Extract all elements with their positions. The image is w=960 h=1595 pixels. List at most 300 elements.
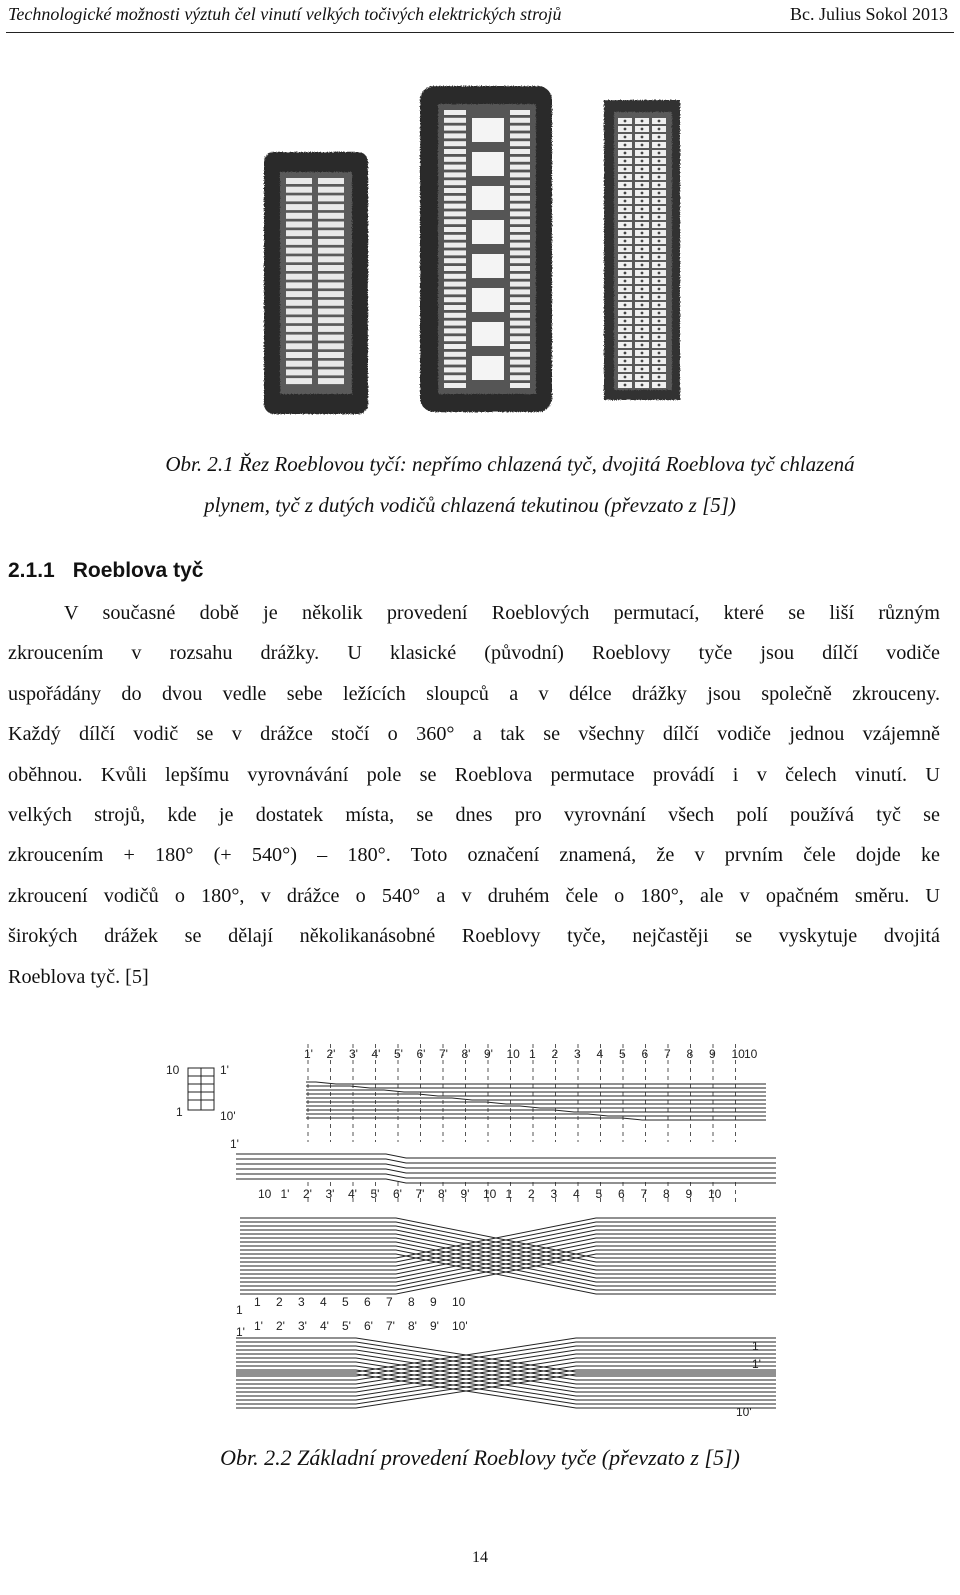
hollow-conductor-bore (641, 256, 644, 259)
conductor-cell (444, 344, 466, 349)
mid-label: 8' (438, 1187, 447, 1201)
hollow-conductor-bore (624, 360, 627, 363)
hollow-conductor-bore (658, 256, 661, 259)
conductor-cell (318, 265, 344, 271)
hollow-conductor-bore (624, 352, 627, 355)
conductor-cell (318, 378, 344, 384)
top-label: 8' (461, 1047, 471, 1061)
conductor-cell (510, 133, 530, 138)
mid-label: 2' (303, 1187, 312, 1201)
conductor-line (236, 1154, 776, 1158)
conductor-cell (318, 309, 344, 315)
page-number: 14 (472, 1549, 488, 1566)
hollow-conductor-bore (641, 328, 644, 331)
bottom-lower-label: 1' (254, 1319, 263, 1333)
hollow-conductor-bore (624, 256, 627, 259)
paragraph-line: velkých strojů, kde je dostatek místa, se dnes pro vyrovnání všech polí používá tyč se (8, 804, 940, 827)
conductor-line (236, 1179, 776, 1183)
conductor-cell (318, 282, 344, 288)
conductor-cell (318, 256, 344, 262)
hollow-conductor-bore (658, 232, 661, 235)
conductor-cell (286, 326, 312, 332)
bottom-lower-label: 10' (452, 1319, 468, 1333)
hollow-conductor-bore (658, 328, 661, 331)
hollow-conductor-bore (624, 304, 627, 307)
bottom-lower-label: 6' (364, 1319, 373, 1333)
hollow-conductor-bore (624, 328, 627, 331)
inset-cross-section (166, 1063, 236, 1123)
figure2-caption: Obr. 2.2 Základní provedení Roeblovy tyče (převzato z [5]) (220, 1445, 740, 1470)
conductor-cell (444, 235, 466, 240)
conductor-cell (510, 250, 530, 255)
figure1-caption-line1: Obr. 2.1 Řez Roeblovou tyčí: nepřímo chlazená tyč, dvojitá Roeblova tyč chlazená (165, 452, 855, 476)
hollow-conductor-bore (658, 200, 661, 203)
conductor-cell (510, 243, 530, 248)
hollow-conductor-bore (658, 312, 661, 315)
mid-label: 7 (640, 1187, 648, 1201)
bottom-lower-label: 8' (408, 1319, 417, 1333)
hollow-conductor-bore (624, 232, 627, 235)
conductor-cell (286, 378, 312, 384)
bottom-conductor-bands (236, 1338, 776, 1408)
hollow-conductor-bore (641, 248, 644, 251)
conductor-line (306, 1090, 766, 1092)
conductor-cell (510, 141, 530, 146)
conductor-line (236, 1366, 776, 1400)
conductor-cell (286, 265, 312, 271)
conductor-cell (510, 196, 530, 201)
conductor-line (236, 1358, 776, 1392)
conductor-cell (318, 300, 344, 306)
paragraph-line: uspořádány do dvou vedle sebe ležících sloupců a v délce drážky jsou společně zkrouceny. (8, 682, 940, 705)
conductor-line (306, 1114, 766, 1116)
hollow-conductor-bore (641, 144, 644, 147)
conductor-cell (510, 211, 530, 216)
mid-section-labels (258, 1187, 722, 1201)
conductor-cell (444, 328, 466, 333)
conductor-cell (444, 243, 466, 248)
top-label: 10 (744, 1047, 758, 1061)
bottom-side-label: 1' (236, 1325, 245, 1339)
page-header (0, 0, 960, 34)
hollow-conductor-bore (658, 352, 661, 355)
conductor-cell (286, 248, 312, 254)
hollow-conductor-bore (658, 320, 661, 323)
cross-section-indirect-cooled (264, 152, 368, 414)
hollow-conductor-bore (658, 176, 661, 179)
hollow-conductor-bore (624, 280, 627, 283)
hollow-conductor-bore (641, 192, 644, 195)
conductor-line (236, 1354, 776, 1388)
top-label: 8 (686, 1047, 694, 1061)
hollow-conductor-bore (624, 136, 627, 139)
mid-label: 3 (550, 1187, 558, 1201)
conductor-cell (444, 149, 466, 154)
cooling-duct (472, 186, 504, 210)
bottom-upper-label: 3 (298, 1295, 305, 1309)
top-label: 1 (529, 1047, 536, 1061)
conductor-line (236, 1374, 776, 1408)
hollow-conductor-bore (624, 288, 627, 291)
mid-label: 5 (595, 1187, 603, 1201)
top-label: 9' (484, 1047, 493, 1061)
bottom-upper-labels (254, 1295, 466, 1309)
bottom-upper-label: 5 (342, 1295, 349, 1309)
bottom-lower-label: 3' (298, 1319, 307, 1333)
hollow-conductor-bore (658, 344, 661, 347)
hollow-conductor-bore (641, 200, 644, 203)
hollow-conductor-bore (658, 336, 661, 339)
conductor-cell (318, 369, 344, 375)
conductor-cell (510, 352, 530, 357)
top-label: 2' (326, 1047, 336, 1061)
hollow-conductor-bore (641, 336, 644, 339)
conductor-line (236, 1159, 776, 1163)
hollow-conductor-bore (641, 384, 644, 387)
hollow-conductor-bore (658, 384, 661, 387)
conductor-cell (286, 178, 312, 184)
section-title: Roeblova tyč (72, 559, 204, 582)
conductor-cell (510, 235, 530, 240)
hollow-conductor-bore (624, 272, 627, 275)
hollow-conductor-bore (658, 368, 661, 371)
bottom-upper-label: 4 (320, 1295, 327, 1309)
top-label: 3' (349, 1047, 358, 1061)
cooling-duct (472, 356, 504, 380)
mid-label: 7' (415, 1187, 425, 1201)
hollow-conductor-bore (624, 208, 627, 211)
conductor-cell (318, 213, 344, 219)
hollow-conductor-bore (624, 224, 627, 227)
conductor-cell (318, 239, 344, 245)
bottom-upper-label: 1 (254, 1295, 261, 1309)
hollow-conductor-bore (641, 264, 644, 267)
conductor-cell (444, 180, 466, 185)
hollow-conductor-bore (641, 280, 644, 283)
hollow-conductor-bore (641, 288, 644, 291)
top-label: 4' (371, 1047, 381, 1061)
conductor-cell (444, 141, 466, 146)
bottom-upper-label: 9 (430, 1295, 437, 1309)
conductor-cell (286, 230, 312, 236)
mid-label: 1 (505, 1187, 513, 1201)
conductor-line (236, 1354, 776, 1388)
hollow-conductor-bore (658, 208, 661, 211)
conductor-cell (318, 352, 344, 358)
bottom-upper-label: 6 (364, 1295, 371, 1309)
section-heading (8, 559, 203, 583)
top-label: 2 (551, 1047, 559, 1061)
hollow-conductor-bore (641, 312, 644, 315)
hollow-conductor-bore (658, 120, 661, 123)
bottom-upper-label: 8 (408, 1295, 415, 1309)
bottom-lower-label: 7' (386, 1319, 395, 1333)
conductor-cell (510, 258, 530, 263)
conductor-cell (286, 352, 312, 358)
conductor-cell (510, 282, 530, 287)
cooling-duct (472, 118, 504, 142)
hollow-conductor-bore (658, 296, 661, 299)
hollow-conductor-bore (658, 184, 661, 187)
hollow-conductor-bore (624, 216, 627, 219)
hollow-conductor-bore (641, 376, 644, 379)
conductor-cell (318, 335, 344, 341)
conductor-cell (444, 289, 466, 294)
conductor-cell (444, 250, 466, 255)
conductor-cell (510, 266, 530, 271)
cooling-duct (472, 288, 504, 312)
conductor-cell (286, 309, 312, 315)
conductor-cell (444, 172, 466, 177)
conductor-cell (318, 195, 344, 201)
conductor-cell (444, 133, 466, 138)
conductor-cell (510, 110, 530, 115)
conductor-line (236, 1169, 776, 1173)
conductor-cell (286, 195, 312, 201)
conductor-cell (286, 343, 312, 349)
conductor-cell (444, 126, 466, 131)
figure1-caption-line2: plynem, tyč z dutých vodičů chlazená tekutinou (převzato z [5]) (204, 493, 736, 517)
hollow-conductor-bore (641, 136, 644, 139)
mid-label: 10 (258, 1187, 272, 1201)
hollow-conductor-bore (641, 152, 644, 155)
hollow-conductor-bore (641, 160, 644, 163)
conductor-cell (510, 344, 530, 349)
conductor-cell (510, 289, 530, 294)
conductor-cell (510, 118, 530, 123)
hollow-conductor-bore (624, 144, 627, 147)
conductor-line (236, 1362, 776, 1396)
conductor-cell (444, 204, 466, 209)
conductor-cell (318, 248, 344, 254)
hollow-conductor-bore (658, 264, 661, 267)
conductor-cell (510, 313, 530, 318)
conductor-cell (444, 227, 466, 232)
conductor-cell (318, 230, 344, 236)
paragraph-line: zkroucením + 180° (+ 540°) – 180°. Toto označení znamená, že v prvním čele dojde ke (8, 844, 940, 867)
hollow-conductor-bore (624, 376, 627, 379)
conductor-cell (286, 256, 312, 262)
conductor-cell (444, 313, 466, 318)
hollow-conductor-bore (624, 160, 627, 163)
bottom-side-labels (236, 1303, 761, 1419)
inset-label: 10 (166, 1063, 180, 1077)
conductor-cell (510, 360, 530, 365)
mid-label: 3' (325, 1187, 335, 1201)
conductor-cell (510, 165, 530, 170)
conductor-cell (510, 336, 530, 341)
hollow-conductor-bore (624, 200, 627, 203)
conductor-line (236, 1338, 776, 1372)
conductor-cell (444, 188, 466, 193)
hollow-conductor-bore (624, 128, 627, 131)
conductor-line (306, 1098, 766, 1100)
hollow-conductor-bore (641, 304, 644, 307)
conductor-cell (510, 227, 530, 232)
conductor-cell (510, 157, 530, 162)
top-label: 6 (641, 1047, 649, 1061)
conductor-cell (318, 291, 344, 297)
conductor-cell (318, 326, 344, 332)
conductor-cell (444, 219, 466, 224)
hollow-conductor-bore (641, 176, 644, 179)
conductor-cell (286, 239, 312, 245)
conductor-cell (318, 178, 344, 184)
header-title: Technologické možnosti výztuh čel vinutí velkých točivých elektrických strojů (8, 4, 562, 24)
hollow-conductor-bore (658, 216, 661, 219)
mid-label: 10 (483, 1187, 497, 1201)
top-label: 10 (506, 1047, 520, 1061)
hollow-conductor-bore (641, 128, 644, 131)
conductor-line (306, 1082, 766, 1084)
hollow-conductor-bore (624, 184, 627, 187)
hollow-conductor-bore (624, 176, 627, 179)
conductor-line (236, 1164, 776, 1168)
conductor-line (236, 1350, 776, 1384)
mid-label: 9' (460, 1187, 470, 1201)
hollow-conductor-bore (624, 192, 627, 195)
paragraph-line: zkroucení vodičů o 180°, v drážce o 540° a v druhém čele o 180°, ale v opačném směru. U (8, 884, 940, 907)
mid-label: 1' (280, 1187, 290, 1201)
paragraph-line: oběhnou. Kvůli lepšímu vyrovnávání pole se Roeblova permutace provádí i v čelech vinutí. U (8, 763, 940, 786)
mid-left-label: 1' (230, 1137, 239, 1151)
top-label: 6' (416, 1047, 426, 1061)
conductor-cell (510, 305, 530, 310)
bottom-lower-labels (254, 1319, 468, 1333)
conductor-cell (510, 188, 530, 193)
top-label: 7 (664, 1047, 671, 1061)
paragraph-line: širokých drážek se dělají několikanásobné Roeblovy tyče, nejčastěji se vyskytuje dvojitá (8, 925, 940, 948)
hollow-conductor-bore (624, 248, 627, 251)
bottom-lower-label: 5' (342, 1319, 351, 1333)
hollow-conductor-bore (641, 168, 644, 171)
conductor-cell (510, 297, 530, 302)
top-label: 1' (304, 1047, 313, 1061)
conductor-cell (444, 258, 466, 263)
conductor-cell (444, 321, 466, 326)
conductor-cell (444, 274, 466, 279)
bottom-upper-label: 7 (386, 1295, 393, 1309)
conductor-line (236, 1350, 776, 1384)
conductor-cell (444, 165, 466, 170)
conductor-cell (444, 282, 466, 287)
body-paragraph (8, 593, 940, 997)
hollow-conductor-bore (658, 376, 661, 379)
conductor-cell (444, 383, 466, 388)
conductor-cell (318, 222, 344, 228)
conductor-cell (510, 172, 530, 177)
hollow-conductor-bore (624, 296, 627, 299)
conductor-line (236, 1358, 776, 1392)
hollow-conductor-bore (624, 336, 627, 339)
hollow-conductor-bore (624, 264, 627, 267)
conductor-line (236, 1338, 776, 1372)
conductor-cell (286, 300, 312, 306)
hollow-conductor-bore (658, 160, 661, 163)
paragraph-line: V současné době je několik provedení Roeblových permutací, které se liší různým (64, 602, 940, 624)
conductor-cell (286, 291, 312, 297)
bottom-upper-label: 2 (276, 1295, 283, 1309)
conductor-line (236, 1366, 776, 1400)
conductor-cell (286, 317, 312, 323)
mid-label: 5' (370, 1187, 380, 1201)
conductor-cell (286, 369, 312, 375)
conductor-line (236, 1346, 776, 1380)
conductor-cell (318, 204, 344, 210)
bottom-side-label: 1 (236, 1303, 243, 1317)
mid-label: 2 (528, 1187, 535, 1201)
hollow-conductor-bore (624, 312, 627, 315)
conductor-cell (510, 204, 530, 209)
conductor-cell (510, 149, 530, 154)
cooling-duct (472, 152, 504, 176)
hollow-conductor-bore (658, 240, 661, 243)
conductor-cell (286, 187, 312, 193)
hollow-conductor-bore (624, 368, 627, 371)
top-label: 4 (596, 1047, 604, 1061)
inset-label: 1 (176, 1105, 183, 1119)
inset-label: 1' (220, 1063, 229, 1077)
hollow-conductor-bore (641, 344, 644, 347)
section-number: 2.1.1 (8, 559, 55, 582)
hollow-conductor-bore (624, 152, 627, 155)
conductor-cell (444, 360, 466, 365)
top-label: 5 (619, 1047, 626, 1061)
hollow-conductor-bore (641, 272, 644, 275)
hollow-conductor-bore (624, 344, 627, 347)
conductor-cell (444, 375, 466, 380)
hollow-conductor-bore (624, 168, 627, 171)
conductor-cell (318, 187, 344, 193)
header-rule (6, 32, 954, 33)
mid-label: 6 (618, 1187, 625, 1201)
header-author: Bc. Julius Sokol 2013 (789, 4, 948, 24)
figure-roebel-transposition (136, 1022, 816, 1434)
hollow-conductor-bore (641, 216, 644, 219)
top-conductor-bands (236, 1082, 776, 1183)
hollow-conductor-bore (658, 280, 661, 283)
top-label: 10 (731, 1047, 745, 1061)
conductor-cell (318, 317, 344, 323)
conductor-cell (510, 328, 530, 333)
conductor-line (236, 1370, 776, 1404)
conductor-cell (444, 266, 466, 271)
conductor-cell (510, 367, 530, 372)
paragraph-line: Roeblova tyč. [5] (8, 965, 149, 988)
conductor-cell (510, 375, 530, 380)
hollow-conductor-bore (658, 136, 661, 139)
hollow-conductor-bore (658, 152, 661, 155)
conductor-line (236, 1362, 776, 1396)
hollow-conductor-bore (658, 304, 661, 307)
bottom-side-label: 1 (752, 1339, 759, 1353)
conductor-cell (318, 343, 344, 349)
top-label: 7' (439, 1047, 448, 1061)
conductor-cell (510, 219, 530, 224)
mid-label: 8 (663, 1187, 670, 1201)
hollow-conductor-bore (641, 240, 644, 243)
bottom-side-label: 1' (752, 1357, 761, 1371)
hollow-conductor-bore (658, 144, 661, 147)
hollow-conductor-bore (658, 288, 661, 291)
hollow-conductor-bore (658, 248, 661, 251)
conductor-cell (318, 274, 344, 280)
conductor-line (236, 1174, 776, 1178)
hollow-conductor-bore (641, 320, 644, 323)
conductor-cell (444, 157, 466, 162)
conductor-cell (286, 361, 312, 367)
top-label: 9 (709, 1047, 716, 1061)
